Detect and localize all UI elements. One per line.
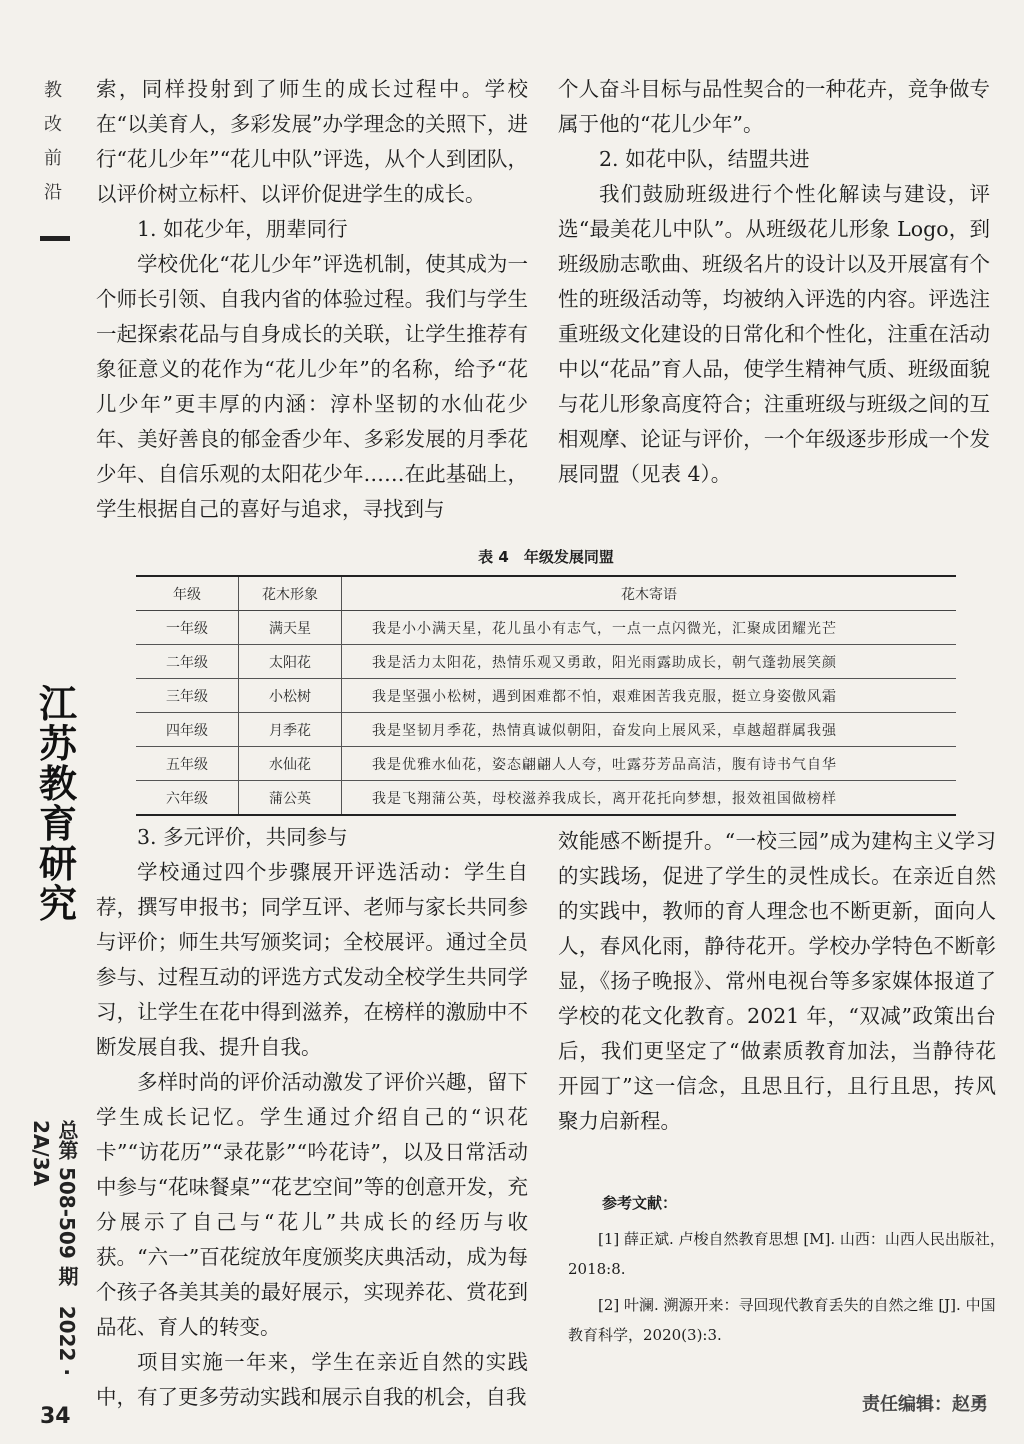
subsection-heading: 3. 多元评价，共同参与 [137,825,348,849]
table-row [136,781,956,816]
section-tag: 教改前沿 [44,80,62,203]
table-row [136,679,956,713]
table-row [136,645,956,679]
table-row [136,747,956,781]
column-bottom-right [558,824,996,1139]
cell-motto: 我是坚强小松树，遇到困难都不怕，艰难困苦我克服，挺立身姿傲风霜 [342,679,957,713]
cell-motto: 我是优雅水仙花，姿态翩翩人人夸，吐露芬芳品高洁，腹有诗书气自华 [342,747,957,781]
table-caption: 表 4 年级发展同盟 [478,548,614,566]
cell-motto: 我是活力太阳花，热情乐观又勇敢，阳光雨露助成长，朝气蓬勃展笑颜 [342,645,957,679]
table-header-row [136,576,956,611]
paragraph: 项目实施一年来，学生在亲近自然的实践中，有了更多劳动实践和展示自我的机会，自我 [96,1350,528,1409]
cell-grade: 二年级 [136,645,239,679]
paragraph: 索，同样投射到了师生的成长过程中。学校在“以美育人，多彩发展”办学理念的关照下，进行“花儿少年”“花儿中队”评选，从个人到团队，以评价树立标杆、以评价促进学生的成长。 [96,77,528,206]
subsection-heading: 1. 如花少年，朋辈同行 [137,217,348,241]
subsection-heading: 2. 如花中队，结盟共进 [599,147,810,171]
paragraph: 学校优化“花儿少年”评选机制，使其成为一个师长引领、自我内省的体验过程。我们与学生一起探索花品与自身成长的关联，让学生推荐有象征意义的花作为“花儿少年”的名称，给予“花儿少年”更丰厚的内涵：淳朴坚韧的水仙花少年、美好善良的郁金香少年、多彩发展的月季花少年、自信乐观的太阳花少年……在此基础上，学生根据自己的喜好与追求，寻找到与 [96,252,528,521]
cell-grade: 五年级 [136,747,239,781]
header-grade: 年级 [136,576,239,611]
cell-grade: 六年级 [136,781,239,816]
cell-grade: 四年级 [136,713,239,747]
cell-motto: 我是飞翔蒲公英，母校滋养我成长，离开花托向梦想，报效祖国做榜样 [342,781,957,816]
cell-flower: 太阳花 [239,645,342,679]
column-top-left [96,72,528,527]
journal-name: 江苏教育研究 [38,681,77,926]
grade-alliance-table [136,575,956,816]
volume-info: 总第 508-509 期 2022 · 2A/3A [29,1120,79,1376]
reference-item: [2] 叶澜. 溯源开来：寻回现代教育丢失的自然之维 [J]. 中国教育科学，2020(3):3. [568,1296,996,1344]
paragraph: 个人奋斗目标与品性契合的一种花卉，竞争做专属于他的“花儿少年”。 [558,77,990,136]
table-row [136,611,956,645]
header-flower: 花木形象 [239,576,342,611]
column-bottom-left [96,820,528,1415]
references [568,1188,1008,1350]
header-motto: 花木寄语 [342,576,957,611]
page-number: 34 [40,1404,71,1429]
table-row [136,713,956,747]
paragraph: 效能感不断提升。“一校三园”成为建构主义学习的实践场，促进了学生的灵性成长。在亲近自然的实践中，教师的育人理念也不断更新，面向人人，春风化雨，静待花开。学校办学特色不断彰显，《扬子晚报》、常州电视台等多家媒体报道了学校的花文化教育。2021 年，“双减”政策出台后，我们更坚定了“做素质教育加法，当静待花开园丁”这一信念，且思且行，且行且思，抟风聚力启新程。 [558,829,996,1133]
cell-flower: 小松树 [239,679,342,713]
reference-item: [1] 薛正斌. 卢梭自然教育思想 [M]. 山西：山西人民出版社，2018:8. [568,1230,1005,1278]
cell-flower: 月季花 [239,713,342,747]
paragraph: 我们鼓励班级进行个性化解读与建设，评选“最美花儿中队”。从班级花儿形象 Logo，到班级励志歌曲、班级名片的设计以及开展富有个性的班级活动等，均被纳入评选的内容。评选注重班级文化建设的日常化和个性化，注重在活动中以“花品”育人品，使学生精神气质、班级面貌与花儿形象高度符合；注重班级与班级之间的互相观摩、论证与评价，一个年级逐步形成一个发展同盟（见表 4）。 [558,182,990,486]
cell-grade: 三年级 [136,679,239,713]
cell-motto: 我是坚韧月季花，热情真诚似朝阳，奋发向上展风采，卓越超群属我强 [342,713,957,747]
cell-flower: 水仙花 [239,747,342,781]
cell-flower: 蒲公英 [239,781,342,816]
paragraph: 学校通过四个步骤展开评选活动：学生自荐，撰写申报书；同学互评、老师与家长共同参与评价；师生共写颁奖词；全校展评。通过全员参与、过程互动的评选方式发动全校学生共同学习，让学生在花中得到滋养，在榜样的激励中不断发展自我、提升自我。 [96,860,528,1059]
cell-flower: 满天星 [239,611,342,645]
paragraph: 多样时尚的评价活动激发了评价兴趣，留下学生成长记忆。学生通过介绍自己的“识花卡”“访花历”“录花影”“吟花诗”，以及日常活动中参与“花味餐桌”“花艺空间”等的创意开发，充分展示了自己与“花儿”共成长的经历与收获。“六一”百花绽放年度颁奖庆典活动，成为每个孩子各美其美的最好展示，实现养花、赏花到品花、育人的转变。 [96,1070,528,1339]
column-top-right [558,72,990,492]
section-divider [40,236,70,241]
cell-motto: 我是小小满天星，花儿虽小有志气，一点一点闪微光，汇聚成团耀光芒 [342,611,957,645]
responsible-editor: 责任编辑：赵勇 [862,1394,988,1415]
references-title: 参考文献： [602,1194,678,1212]
cell-grade: 一年级 [136,611,239,645]
